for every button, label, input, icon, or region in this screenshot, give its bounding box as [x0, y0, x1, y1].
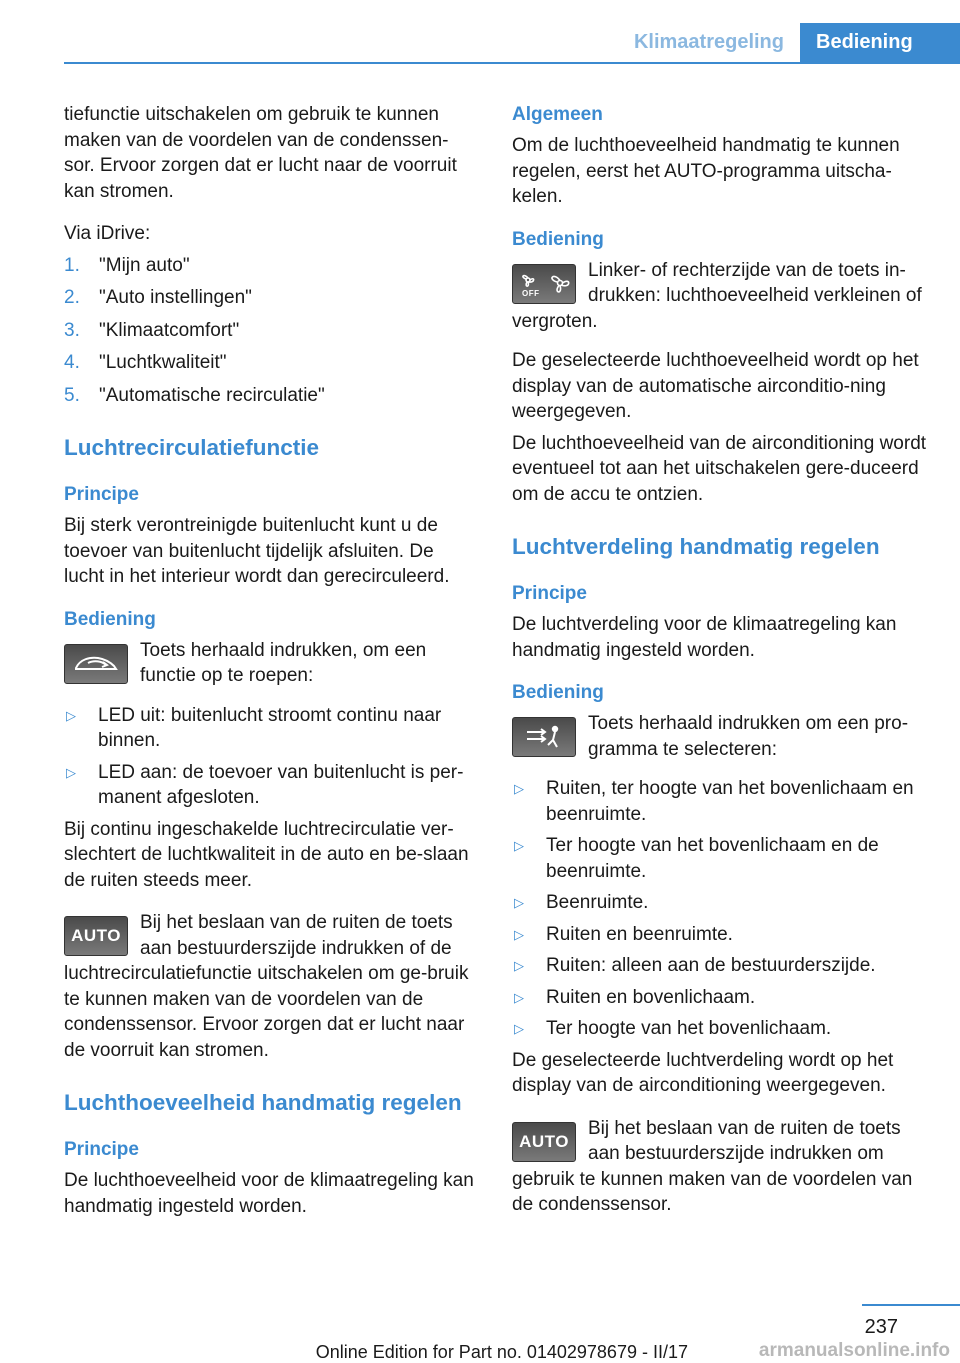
heading-recirculation: Luchtrecirculatiefunctie [64, 435, 320, 460]
recirculation-instruction: Toets herhaald indrukken, om een functie op te roepen: [64, 638, 479, 689]
heading-principe: Principe [64, 1139, 139, 1160]
list-item: ▷ LED uit: buitenlucht stroomt continu naar binnen. [66, 704, 442, 751]
distribution-programs [512, 776, 927, 1042]
list-item: ▷ Ruiten en beenruimte. [514, 923, 733, 945]
list-item: 4. "Luchtkwaliteit" [64, 352, 227, 373]
distribution-instruction: Toets herhaald indrukken om een pro‐gramma te selecteren: [512, 711, 927, 762]
list-item: 5. "Automatische recirculatie" [64, 384, 325, 406]
principe-paragraph: De luchthoeveelheid voor de klimaatregeling kan handmatig ingesteld worden. [64, 1170, 474, 1217]
list-item: ▷ Ruiten: alleen aan de bestuurderszijde. [514, 955, 876, 976]
battery-paragraph: De luchthoeveelheid van de airconditioning wordt eventueel tot aan het uitschakelen gere‐duceerd om de accu te ontzien. [512, 432, 927, 505]
idrive-steps [64, 253, 479, 409]
list-item: 1. "Mijn auto" [64, 254, 190, 276]
heading-bediening: Bediening [64, 608, 156, 630]
recirculation-icon [64, 644, 128, 684]
fan-speed-icon [512, 264, 576, 304]
list-item: ▷ Ter hoogte van het bovenlichaam. [514, 1018, 832, 1039]
chapter-tab[interactable]: Bediening [800, 23, 960, 62]
page-number: 237 [864, 1316, 898, 1338]
list-item: ▷ LED aan: de toevoer van buitenlucht is per‐manent afgesloten. [66, 761, 464, 808]
list-item: ▷ Ruiten, ter hoogte van het bovenlichaam en beenruimte. [514, 778, 914, 825]
principe-paragraph: De luchtverdeling voor de klimaatregeling kan handmatig ingesteld worden. [512, 614, 897, 661]
led-options [64, 703, 479, 811]
watermark: armanualsonline.info [758, 1340, 950, 1361]
principe-paragraph: Bij sterk verontreinigde buitenlucht kunt u de toevoer van buitenlucht tijdelijk afsluiten. De lucht in het interieur wordt dan gerecirculeerd. [64, 515, 450, 587]
right-column [512, 102, 927, 1232]
intro-paragraph: tiefunctie uitschakelen om gebruik te kunnen maken van de voordelen van de condenssen‐sor. Ervoor zorgen dat er lucht naar de voorruit kan stromen. [64, 104, 457, 202]
auto-button-icon: AUTO [512, 1122, 576, 1162]
fan-instruction: OFF Linker- of rechterzijde van de toets in‐drukken: luchthoeveelheid verkleinen of vergroten. [512, 259, 922, 332]
air-distribution-icon [512, 717, 576, 757]
footer-divider [862, 1304, 960, 1306]
heading-principe: Principe [64, 484, 139, 505]
auto-instruction: AUTO Bij het beslaan van de ruiten de toets aan bestuurderszijde indrukken om gebruik te kunnen maken van de voordelen van de condenssensor. [512, 1117, 913, 1215]
list-item: 2. "Auto instellingen" [64, 287, 252, 308]
svg-text:OFF: OFF [522, 288, 540, 298]
edition-label: Online Edition for Part no. 01402978679 - II/17 [315, 1342, 688, 1362]
via-idrive-label: Via iDrive: [64, 223, 151, 244]
list-item: ▷ Beenruimte. [514, 892, 649, 913]
list-item: 3. "Klimaatcomfort" [64, 319, 240, 341]
list-item: ▷ Ruiten en bovenlichaam. [514, 986, 756, 1008]
heading-air-distribution: Luchtverdeling handmatig regelen [512, 534, 880, 559]
auto-instruction: AUTO Bij het beslaan van de ruiten de toets aan bestuurderszijde indrukken of de luchtrecirculatiefunctie uitschakelen om ge‐bruik te kunnen maken van de voordelen van de condenssensor. Ervoor zorgen dat er lucht naar de voorruit kan stromen. [64, 912, 469, 1061]
display-paragraph: De geselecteerde luchthoeveelheid wordt op het display van de automatische airconditio‐ning weergegeven. [512, 350, 919, 422]
auto-button-icon: AUTO [64, 916, 128, 956]
algemeen-paragraph: Om de luchthoeveelheid handmatig te kunnen regelen, eerst het AUTO-programma uitscha‐kelen. [512, 135, 900, 207]
heading-algemeen: Algemeen [512, 104, 603, 125]
display-paragraph: De geselecteerde luchtverdeling wordt op het display van de airconditioning weergegeven. [512, 1049, 894, 1096]
heading-bediening: Bediening [512, 682, 604, 703]
heading-principe: Principe [512, 583, 587, 604]
list-item: ▷ Ter hoogte van het bovenlichaam en de beenruimte. [514, 835, 879, 882]
heading-bediening: Bediening [512, 228, 604, 250]
left-column [64, 102, 479, 1236]
recirculation-warning: Bij continu ingeschakelde luchtrecirculatie ver‐slechtert de luchtkwaliteit in de auto en be‐slaan de ruiten steeds meer. [64, 818, 469, 891]
page-header [64, 0, 960, 64]
section-tab[interactable]: Klimaatregeling [633, 31, 784, 53]
heading-air-volume: Luchthoeveelheid handmatig regelen [64, 1090, 462, 1115]
